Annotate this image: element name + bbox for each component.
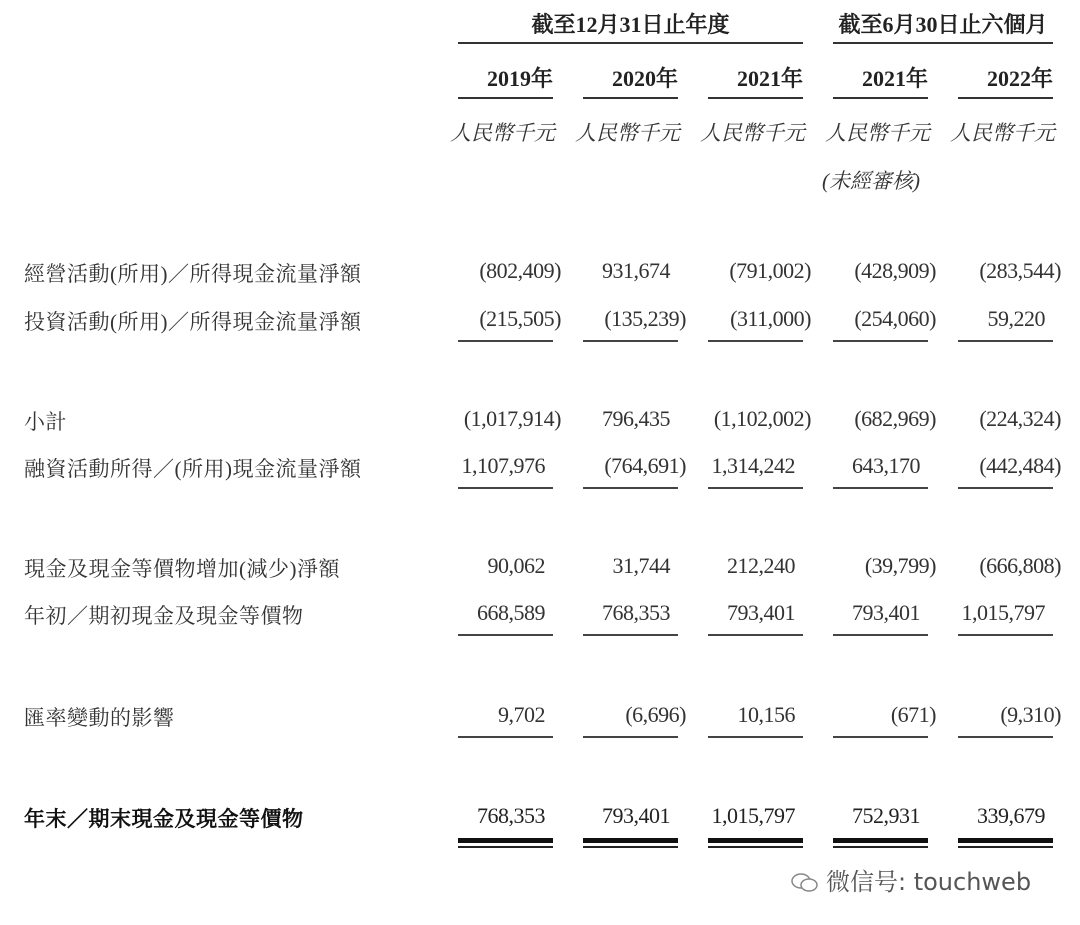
- table-cell: 793,401: [852, 600, 920, 625]
- table-cell: 339,679: [977, 803, 1045, 828]
- table-cell: 768,353: [602, 600, 670, 625]
- subtotal-rule: [958, 736, 1053, 738]
- watermark: [790, 862, 1031, 897]
- header-group-interim: 截至6月30日止六個月: [838, 12, 1048, 37]
- header-group-annual: 截至12月31日止年度: [531, 12, 730, 37]
- row-label: 匯率變動的影響: [24, 706, 175, 730]
- subtotal-rule: [583, 340, 678, 342]
- table-cell: 793,401: [602, 803, 670, 828]
- column-year-rule: [833, 97, 928, 99]
- column-unit: 人民幣千元: [450, 121, 555, 145]
- subtotal-rule: [833, 736, 928, 738]
- subtotal-rule: [583, 634, 678, 636]
- column-year: 2021年: [861, 66, 928, 91]
- subtotal-rule: [958, 487, 1053, 489]
- subtotal-rule: [708, 340, 803, 342]
- subtotal-rule: [708, 634, 803, 636]
- table-cell: 793,401: [727, 600, 795, 625]
- table-cell: 768,353: [477, 803, 545, 828]
- column-note: (未經審核): [822, 169, 920, 193]
- table-cell: (224,324): [979, 406, 1061, 431]
- header-group-annual-rule: [458, 42, 803, 44]
- column-unit: 人民幣千元: [700, 121, 805, 145]
- table-cell: 212,240: [727, 553, 795, 578]
- row-label: 投資活動(所用)／所得現金流量淨額: [24, 310, 362, 334]
- column-year-rule: [458, 97, 553, 99]
- table-cell: 1,015,797: [711, 803, 795, 828]
- column-year-rule: [708, 97, 803, 99]
- column-year: 2019年: [486, 66, 553, 91]
- subtotal-rule: [458, 487, 553, 489]
- row-label: 現金及現金等價物增加(減少)淨額: [24, 557, 340, 581]
- column-unit: 人民幣千元: [825, 121, 930, 145]
- row-label: 融資活動所得／(所用)現金流量淨額: [24, 457, 362, 481]
- table-cell: 643,170: [852, 453, 920, 478]
- subtotal-rule: [833, 634, 928, 636]
- table-cell: 59,220: [987, 306, 1045, 331]
- column-unit: 人民幣千元: [575, 121, 680, 145]
- subtotal-rule: [833, 340, 928, 342]
- subtotal-rule: [958, 340, 1053, 342]
- table-cell: (6,696): [625, 702, 686, 727]
- table-cell: 90,062: [487, 553, 545, 578]
- subtotal-rule: [958, 634, 1053, 636]
- table-cell: (442,484): [979, 453, 1061, 478]
- total-double-rule: [708, 838, 803, 848]
- column-year: 2022年: [986, 66, 1053, 91]
- table-cell: 31,744: [612, 553, 670, 578]
- column-year: 2020年: [611, 66, 678, 91]
- table-cell: (1,102,002): [713, 406, 811, 431]
- table-cell: 668,589: [477, 600, 545, 625]
- subtotal-rule: [708, 487, 803, 489]
- subtotal-rule: [708, 736, 803, 738]
- table-cell: 9,702: [498, 702, 545, 727]
- row-label: 經營活動(所用)／所得現金流量淨額: [24, 262, 362, 286]
- row-label: 小計: [24, 410, 67, 434]
- table-cell: (39,799): [864, 553, 936, 578]
- table-cell: (311,000): [730, 306, 811, 331]
- table-cell: (428,909): [854, 258, 936, 283]
- table-cell: 1,314,242: [711, 453, 795, 478]
- table-cell: (215,505): [479, 306, 561, 331]
- table-cell: 752,931: [852, 803, 920, 828]
- header-group-interim-rule: [833, 42, 1053, 44]
- table-cell: 10,156: [737, 702, 795, 727]
- watermark-text: 微信号: touchweb: [826, 868, 1032, 896]
- subtotal-rule: [583, 487, 678, 489]
- column-unit: 人民幣千元: [950, 121, 1055, 145]
- total-double-rule: [833, 838, 928, 848]
- subtotal-rule: [458, 340, 553, 342]
- table-cell: 931,674: [602, 258, 670, 283]
- table-cell: 1,107,976: [461, 453, 545, 478]
- subtotal-rule: [458, 736, 553, 738]
- total-double-rule: [458, 838, 553, 848]
- wechat-icon: [790, 872, 820, 894]
- table-cell: (764,691): [604, 453, 686, 478]
- table-cell: (791,002): [729, 258, 811, 283]
- table-cell: (283,544): [979, 258, 1061, 283]
- row-label: 年初／期初現金及現金等價物: [24, 604, 304, 628]
- table-cell: 1,015,797: [961, 600, 1045, 625]
- table-cell: 796,435: [602, 406, 670, 431]
- column-year: 2021年: [736, 66, 803, 91]
- subtotal-rule: [833, 487, 928, 489]
- table-cell: (254,060): [854, 306, 936, 331]
- table-cell: (9,310): [1000, 702, 1061, 727]
- subtotal-rule: [458, 634, 553, 636]
- column-year-rule: [583, 97, 678, 99]
- table-cell: (671): [890, 702, 936, 727]
- table-cell: (666,808): [979, 553, 1061, 578]
- row-label: 年末／期末現金及現金等價物: [24, 807, 304, 831]
- table-cell: (682,969): [854, 406, 936, 431]
- table-cell: (1,017,914): [463, 406, 561, 431]
- table-cell: (135,239): [604, 306, 686, 331]
- column-year-rule: [958, 97, 1053, 99]
- subtotal-rule: [583, 736, 678, 738]
- table-cell: (802,409): [479, 258, 561, 283]
- total-double-rule: [958, 838, 1053, 848]
- total-double-rule: [583, 838, 678, 848]
